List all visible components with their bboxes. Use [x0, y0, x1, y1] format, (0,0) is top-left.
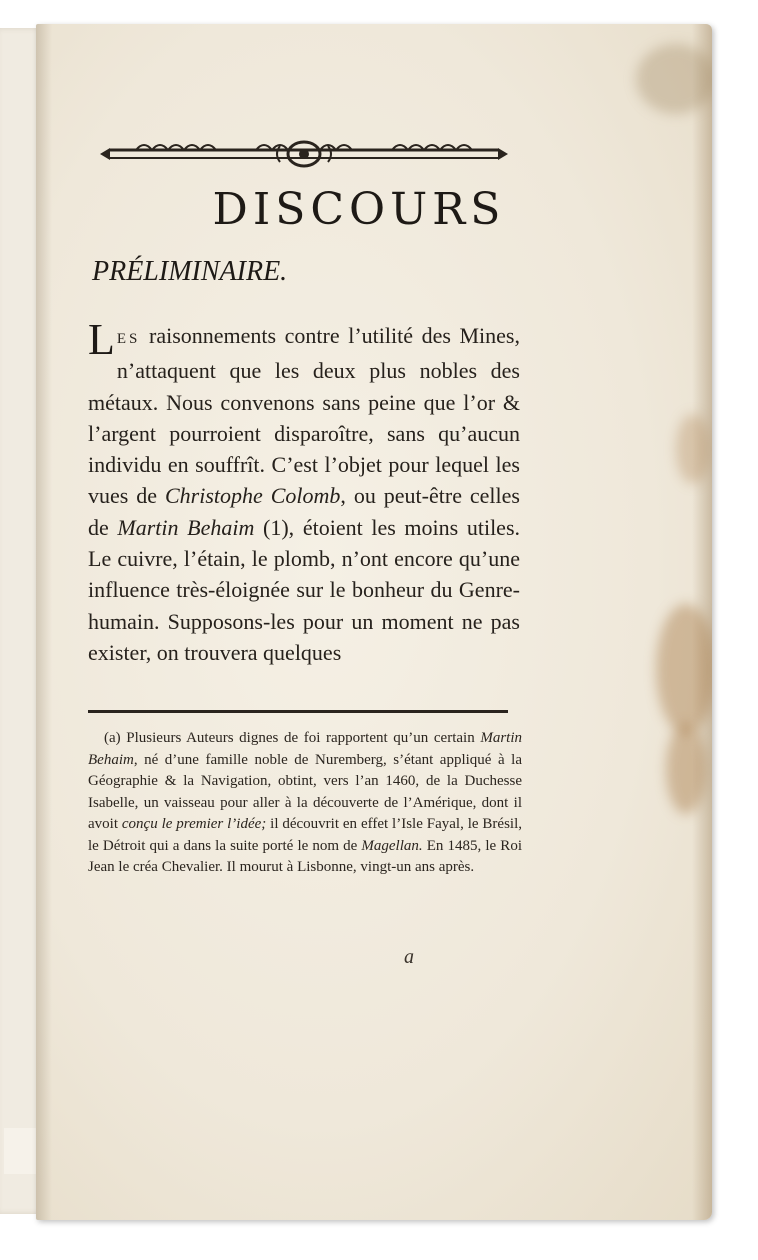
headpiece-ornament-icon: [96, 136, 512, 172]
body-text-1: raisonnements contre l’utilité des Mines, n’attaquent que les deux plus nobles des métaux. Nous convenons sans peine que l’or & l’argent pourroient disparoître, sans qu’aucun individu en souffrît. C’est l’objet pour lequel les vues de: [88, 323, 520, 509]
small-caps-lead: ES: [116, 331, 141, 347]
footnote-text-1: Plusieurs Auteurs dignes de foi rapportent qu’un certain: [120, 730, 481, 746]
footnote-italic-1: Martin Behaim: [88, 730, 522, 768]
main-paragraph: [88, 315, 521, 668]
body-italic-colomb: Christophe Colomb: [164, 483, 341, 509]
footnote: [88, 728, 522, 879]
footnote-text-2: , né d’une famille noble de Nuremberg, s’étant appliqué à la Géographie & la Navigation, obtint, vers l’an 1460, de la Duchesse Isabelle, un vaisseau pour aller à la découverte de l’Amérique, dont il avoit: [88, 751, 522, 832]
footnote-text-3: il découvrit en effet l’Isle Fayal, le Brésil, le Détroit qui a dans la suite porté le nom de: [88, 816, 522, 854]
body-text-2: , ou peut-être celles de: [88, 483, 520, 540]
footnote-divider: [88, 710, 508, 713]
foxing-stain: [676, 414, 710, 484]
footnote-italic-3: Magellan.: [361, 837, 423, 854]
body-italic-behaim: Martin Behaim: [117, 514, 255, 540]
foxing-stain: [636, 44, 712, 114]
footnote-marker: (a): [104, 730, 121, 746]
signature-mark: a: [404, 946, 414, 968]
book-page: [36, 24, 712, 1220]
page-title: DISCOURS: [212, 184, 506, 235]
body-text-3: (1), étoient les moins utiles. Le cuivre, l’étain, le plomb, n’ont encore qu’une influence très-éloignée sur le bonheur du Genre-humain. Supposons-les pour un moment ne pas exister, on trouvera quelques: [88, 514, 521, 665]
foxing-stain: [666, 724, 706, 814]
page-subtitle: PRÉLIMINAIRE.: [92, 256, 288, 287]
drop-cap: L: [88, 315, 115, 364]
footnote-italic-2: conçu le premier l’idée;: [121, 816, 267, 832]
footnote-text-4: En 1485, le Roi Jean le créa Chevalier. Il mourut à Lisbonne, vingt-un ans après.: [88, 837, 522, 875]
foxing-stain: [656, 604, 712, 734]
